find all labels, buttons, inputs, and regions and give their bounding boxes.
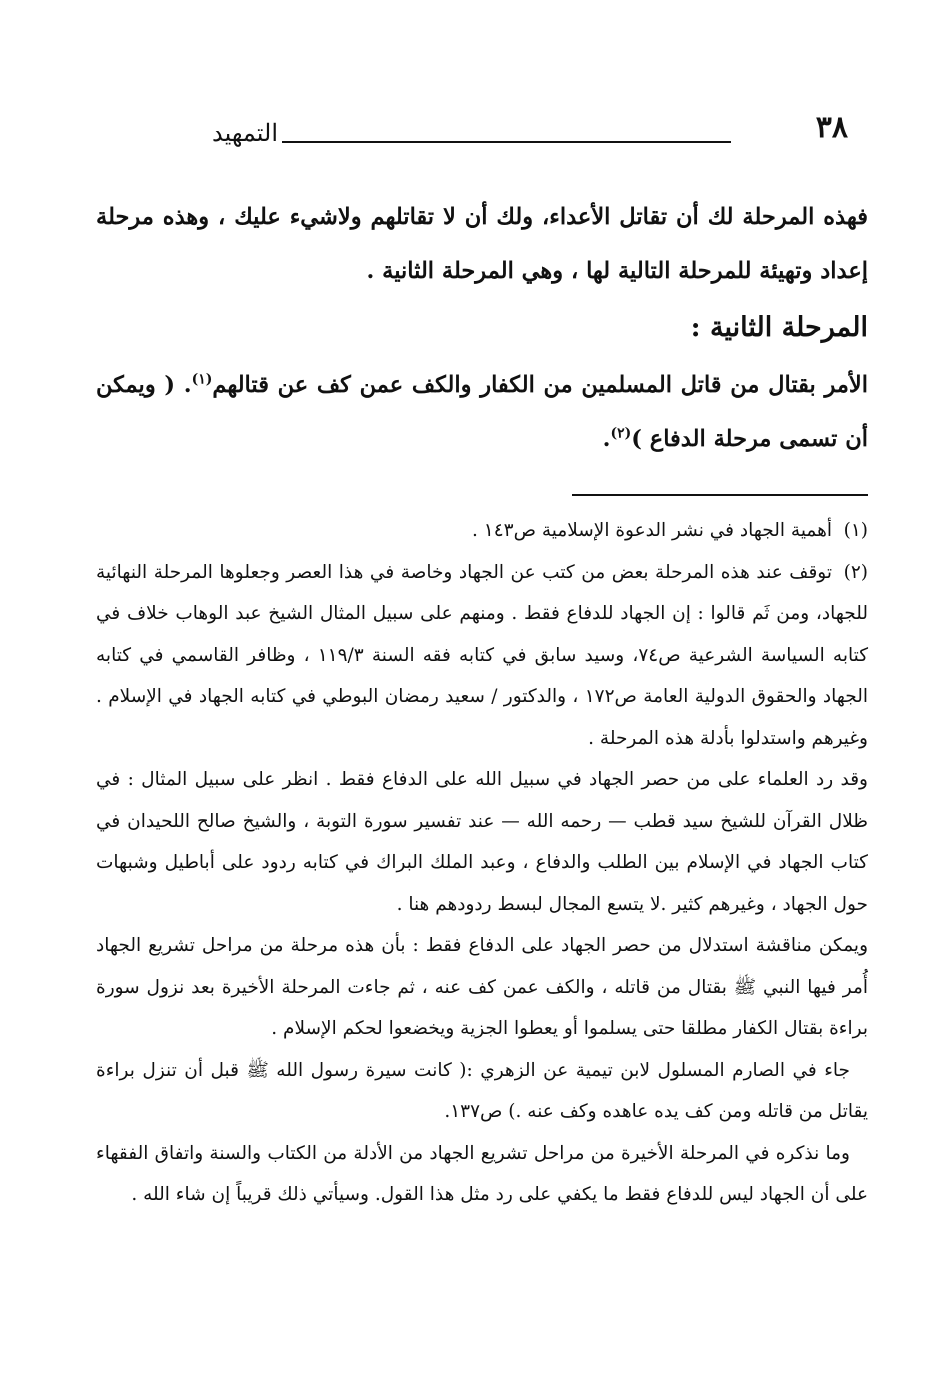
- main-text: [96, 190, 868, 466]
- second-stage-end: .: [602, 426, 611, 452]
- footnote-separator: [572, 494, 868, 496]
- footnote-2-quote: جاء في الصارم المسلول لابن تيمية عن الزهري :( كانت سيرة رسول الله ﷺ قبل أن تنزل براءة يقاتل من قاتله ومن كف يده عاهده وكف عنه .) ص١٣٧.: [96, 1059, 868, 1122]
- footnote-2-conclusion: وما نذكره في المرحلة الأخيرة من مراحل تشريع الجهاد من الأدلة من الكتاب والسنة واتفاق الفقهاء على أن الجهاد ليس للدفاع فقط ما يكفي على رد مثل هذا القول. وسيأتي ذلك قريباً إن شاء الله .: [96, 1142, 868, 1205]
- footnote-2-number: (٢): [843, 561, 868, 583]
- footnote-ref-2: (٢): [610, 425, 632, 442]
- section-heading-second-stage: المرحلة الثانية :: [690, 312, 868, 343]
- footnote-1-text: أهمية الجهاد في نشر الدعوة الإسلامية ص١٤٣ .: [472, 520, 832, 541]
- paragraph-first-stage-end: فهذه المرحلة لك أن تقاتل الأعداء، ولك أن لا تقاتلهم ولاشيء عليك ، وهذه مرحلة إعداد وتهيئة للمرحلة التالية لها ، وهي المرحلة الثانية .: [96, 204, 868, 284]
- footnote-2: [96, 552, 868, 760]
- footnote-2-discussion: ويمكن مناقشة استدلال من حصر الجهاد على الدفاع فقط : بأن هذه مرحلة من مراحل تشريع الجهاد أُمر فيها النبي ﷺ بقتال من قاتله ، والكف عمن كف عنه ، ثم جاءت المرحلة الأخيرة بعد نزول سورة براءة بقتال الكفار مطلقا حتى يسلموا أو يعطوا الجزية ويخضعوا لحكم الإسلام .: [96, 935, 868, 1039]
- running-title: التمهيد: [212, 119, 278, 147]
- footnote-2-text: توقف عند هذه المرحلة بعض من كتب عن الجهاد وخاصة في هذا العصر وجعلوها المرحلة النهائية للجهاد، ومن ثَم قالوا : إن الجهاد للدفاع فقط . ومنهم على سبيل المثال الشيخ عبد الوهاب خلاف في كتابه السياسة الشرعية ص٧٤، وسيد سابق في كتابه فقه السنة ١١٩/٣ ، وظافر القاسمي في كتابه الجهاد والحقوق الدولية العامة ص١٧٢ ، والدكتور / سعيد رمضان البوطي في كتابه الجهاد في الإسلام . وغيرهم واستدلوا بأدلة هذه المرحلة .: [96, 561, 869, 749]
- footnote-1-number: (١): [843, 520, 868, 541]
- page-number: ٣٨: [815, 110, 848, 145]
- paragraph-second-stage: [96, 358, 868, 466]
- footnote-ref-1: (١): [191, 371, 213, 388]
- header-rule: [282, 141, 731, 143]
- second-stage-text: الأمر بقتال من قاتل المسلمين من الكفار والكف عمن كف عن قتالهم: [212, 372, 868, 398]
- footnote-2-refutation: وقد رد العلماء على من حصر الجهاد في سبيل الله على الدفاع فقط . انظر على سبيل المثال : في ظلال القرآن للشيخ سيد قطب — رحمه الله — عند تفسير سورة التوبة ، والشيخ صالح اللحيدان في كتاب الجهاد في الإسلام بين الطلب والدفاع ، وعبد الملك البراك في كتابه ردود على أباطيل وشبهات حول الجهاد ، وغيرهم كثير .لا يتسع المجال لبسط ردودهم هنا .: [96, 769, 868, 915]
- second-stage-continued: . ( ويمكن أن تسمى مرحلة الدفاع ): [96, 372, 868, 452]
- footnote-1: [96, 510, 868, 552]
- footnotes: [96, 510, 868, 1216]
